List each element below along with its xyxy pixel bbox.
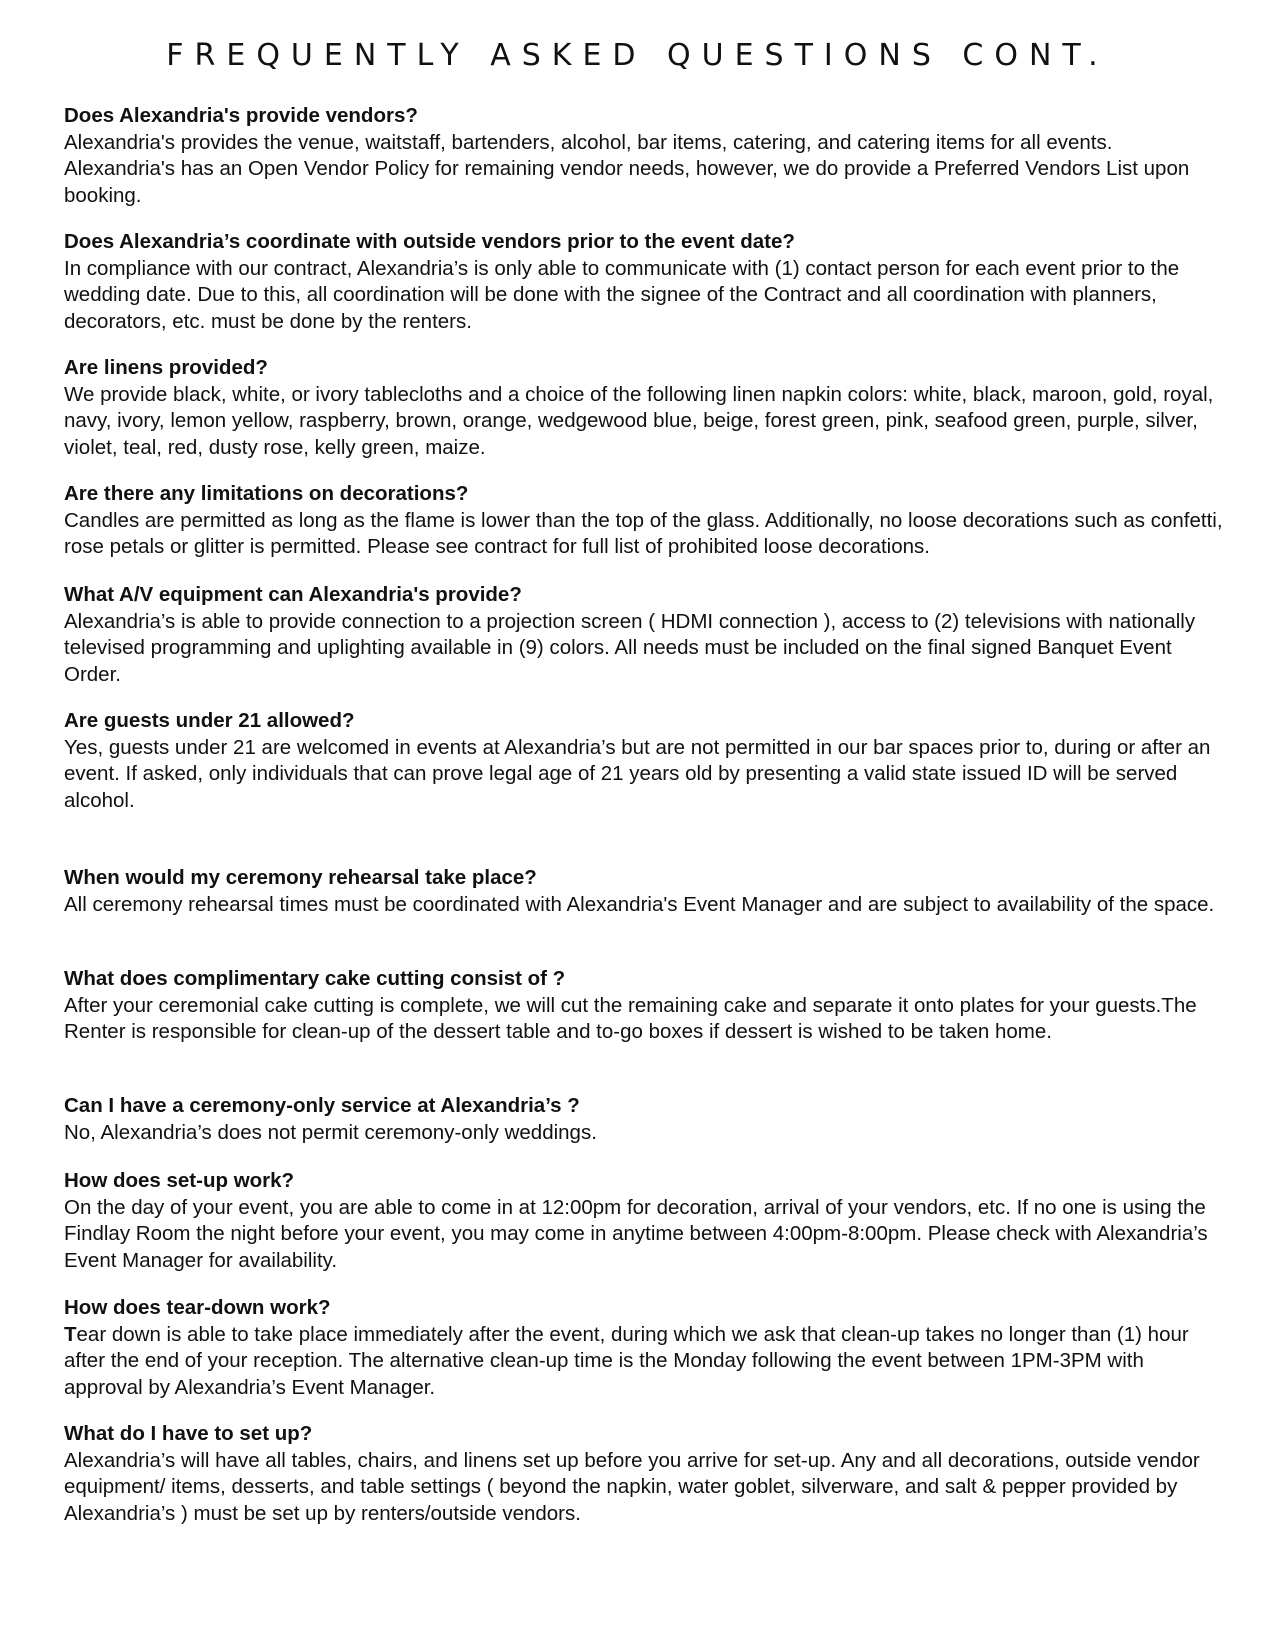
faq-question: When would my ceremony rehearsal take place? bbox=[64, 866, 537, 889]
faq-item-cake-cutting bbox=[64, 966, 1224, 1046]
faq-answer: Yes, guests under 21 are welcomed in events at Alexandria’s but are not permitted in our bar spaces prior to, during or after an event. If asked, only individuals that can prove legal age of 21 years old by presenting a valid state issued ID will be served alcohol. bbox=[64, 735, 1211, 812]
faq-question: How does tear-down work? bbox=[64, 1296, 331, 1319]
faq-item-ceremony-only bbox=[64, 1093, 1224, 1146]
faq-answer: On the day of your event, you are able to come in at 12:00pm for decoration, arrival of your vendors, etc. If no one is using the Findlay Room the night before your event, you may come in anytime between 4:00pm-8:00pm. Please check with Alexandria’s Event Manager for availability. bbox=[64, 1195, 1208, 1272]
faq-question: How does set-up work? bbox=[64, 1169, 295, 1192]
faq-answer: Alexandria's provides the venue, waitstaff, bartenders, alcohol, bar items, catering, and catering items for all events. Alexandria's has an Open Vendor Policy for remaining vendor needs, however, we do provide a Preferred Vendors List upon booking. bbox=[64, 130, 1190, 207]
faq-item-vendors bbox=[64, 103, 1224, 209]
faq-item-guests-under-21 bbox=[64, 708, 1224, 814]
faq-item-av-equipment bbox=[64, 582, 1224, 688]
faq-answer: After your ceremonial cake cutting is complete, we will cut the remaining cake and separate it onto plates for your guests.The Renter is responsible for clean-up of the dessert table and to-go boxes if dessert is wished to be taken home. bbox=[64, 993, 1197, 1043]
faq-item-decorations bbox=[64, 481, 1224, 561]
faq-item-what-to-set-up bbox=[64, 1421, 1224, 1527]
faq-answer: Alexandria’s will have all tables, chairs, and linens set up before you arrive for set-up. Any and all decorations, outside vendor equipment/ items, desserts, and table settings ( beyond the napkin, water goblet, silverware, and salt & pepper provided by Alexandria’s ) must be set up by renters/outside vendors. bbox=[64, 1448, 1200, 1525]
faq-answer: Candles are permitted as long as the flame is lower than the top of the glass. Additionally, no loose decorations such as confetti, rose petals or glitter is permitted. Please see contract for full list of prohibited loose decorations. bbox=[64, 508, 1223, 558]
faq-question: Are linens provided? bbox=[64, 356, 268, 379]
page-title: FREQUENTLY ASKED QUESTIONS CONT. bbox=[166, 38, 1109, 73]
faq-question: Can I have a ceremony-only service at Alexandria’s ? bbox=[64, 1094, 580, 1117]
faq-question: Does Alexandria's provide vendors? bbox=[64, 104, 418, 127]
faq-question: Are there any limitations on decorations? bbox=[64, 482, 469, 505]
faq-item-rehearsal bbox=[64, 865, 1224, 918]
faq-question: Does Alexandria’s coordinate with outside vendors prior to the event date? bbox=[64, 230, 795, 253]
faq-item-set-up bbox=[64, 1168, 1224, 1274]
faq-answer-text: ear down is able to take place immediately after the event, during which we ask that clean-up takes no longer than (1) hour after the end of your reception. The alternative clean-up time is the Monday following the event between 1PM-3PM with approval by Alexandria’s Event Manager. bbox=[64, 1322, 1189, 1399]
faq-question: Are guests under 21 allowed? bbox=[64, 709, 355, 732]
faq-answer: All ceremony rehearsal times must be coordinated with Alexandria's Event Manager and are subject to availability of the space. bbox=[64, 892, 1215, 916]
faq-item-tear-down bbox=[64, 1295, 1224, 1401]
faq-answer: Alexandria’s is able to provide connection to a projection screen ( HDMI connection ), access to (2) televisions with nationally televised programming and uplighting available in (9) colors. All needs must be included on the final signed Banquet Event Order. bbox=[64, 609, 1196, 686]
faq-question: What does complimentary cake cutting consist of ? bbox=[64, 967, 566, 990]
faq-answer: No, Alexandria’s does not permit ceremony-only weddings. bbox=[64, 1120, 597, 1144]
faq-question: What A/V equipment can Alexandria's provide? bbox=[64, 583, 522, 606]
faq-question: What do I have to set up? bbox=[64, 1422, 313, 1445]
faq-answer: We provide black, white, or ivory tablecloths and a choice of the following linen napkin colors: white, black, maroon, gold, royal, navy, ivory, lemon yellow, raspberry, brown, orange, wedgewood blue, beige, forest green, pink, seafood green, purple, silver, violet, teal, red, dusty rose, kelly green, maize. bbox=[64, 382, 1214, 459]
faq-item-linens bbox=[64, 355, 1224, 461]
faq-answer: In compliance with our contract, Alexandria’s is only able to communicate with (1) contact person for each event prior to the wedding date. Due to this, all coordination will be done with the signee of the Contract and all coordination with planners, decorators, etc. must be done by the renters. bbox=[64, 256, 1180, 333]
faq-item-coordination bbox=[64, 229, 1224, 335]
faq-answer-initial: T bbox=[64, 1322, 77, 1346]
faq-answer bbox=[64, 1322, 1224, 1402]
